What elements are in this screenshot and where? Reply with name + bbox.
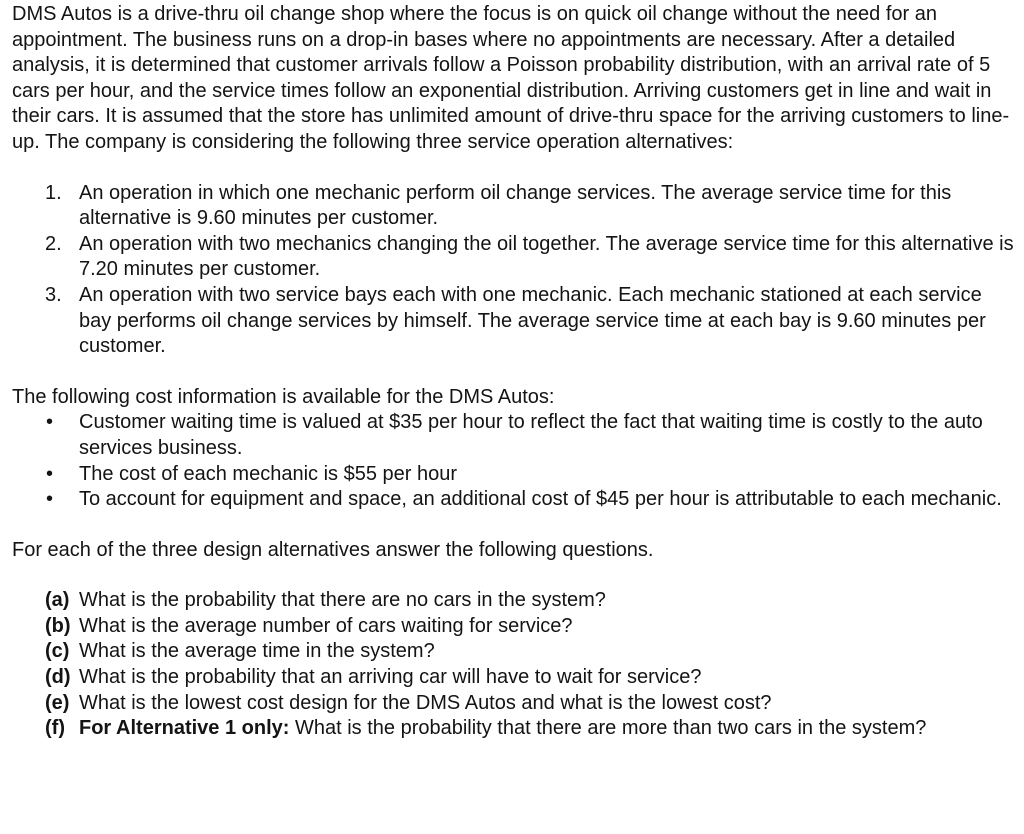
alternative-item [12, 181, 1018, 232]
question-label: (c) [45, 640, 70, 663]
bullet-icon: • [46, 462, 54, 485]
cost-item [12, 462, 1018, 488]
bullet-icon: • [46, 488, 54, 511]
question-label: (d) [45, 666, 71, 689]
question-item [12, 614, 1018, 640]
cost-list [12, 410, 1018, 512]
question-label: (e) [45, 691, 70, 714]
question-item [12, 588, 1018, 614]
question-text: What is the probability that an arriving car will have to wait for service? [79, 666, 702, 689]
alternative-number: 3. [45, 283, 62, 306]
question-emphasis: For Alternative 1 only: [79, 717, 290, 740]
question-label: (a) [45, 589, 70, 612]
intro-paragraph: DMS Autos is a drive-thru oil change shop where the focus is on quick oil change without the need for an appointment. The business runs on a drop-in bases where no appointments are necessary. After a detailed analysis, it is determined that customer arrivals follow a Poisson probability distribution, with an arrival rate of 5 cars per hour, and the service times follow an exponential distribution. Arriving customers get in line and wait in their cars. It is assumed that the store has unlimited amount of drive-thru space for the arriving customers to line-up. The company is considering the following three service operation alternatives: [12, 3, 1010, 153]
bullet-icon: • [46, 411, 54, 434]
questions-list [12, 588, 1018, 742]
alternatives-list [12, 181, 1018, 360]
question-item [12, 716, 1018, 742]
document [12, 2, 1018, 742]
cost-intro: The following cost information is available for the DMS Autos: [12, 385, 555, 408]
question-text: What is the probability that there are more than two cars in the system? [294, 717, 927, 740]
cost-text: To account for equipment and space, an additional cost of $45 per hour is attributable to each mechanic. [79, 488, 1002, 511]
alternative-text: An operation in which one mechanic perform oil change services. The average service time for this alternative is 9.60 minutes per customer. [79, 181, 952, 230]
alternative-item [12, 283, 1018, 360]
question-item [12, 665, 1018, 691]
cost-item [12, 410, 1018, 461]
question-text: What is the average time in the system? [79, 640, 435, 663]
alternative-item [12, 232, 1018, 283]
question-text: What is the lowest cost design for the DMS Autos and what is the lowest cost? [79, 691, 772, 714]
alternative-number: 1. [45, 181, 62, 204]
question-item [12, 691, 1018, 717]
alternative-number: 2. [45, 232, 62, 255]
question-item [12, 639, 1018, 665]
question-intro: For each of the three design alternatives answer the following questions. [12, 538, 654, 561]
cost-item [12, 487, 1018, 513]
cost-text: Customer waiting time is valued at $35 per hour to reflect the fact that waiting time is costly to the auto services business. [79, 411, 983, 459]
question-text: What is the probability that there are no cars in the system? [79, 589, 606, 612]
question-label: (b) [45, 614, 71, 637]
question-text: What is the average number of cars waiting for service? [79, 614, 573, 637]
cost-text: The cost of each mechanic is $55 per hour [79, 462, 457, 485]
question-label: (f) [45, 717, 65, 740]
alternative-text: An operation with two service bays each with one mechanic. Each mechanic stationed at each service bay performs oil change services by himself. The average service time at each bay is 9.60 minutes per customer. [79, 283, 986, 358]
alternative-text: An operation with two mechanics changing the oil together. The average service time for this alternative is 7.20 minutes per customer. [79, 232, 1014, 281]
